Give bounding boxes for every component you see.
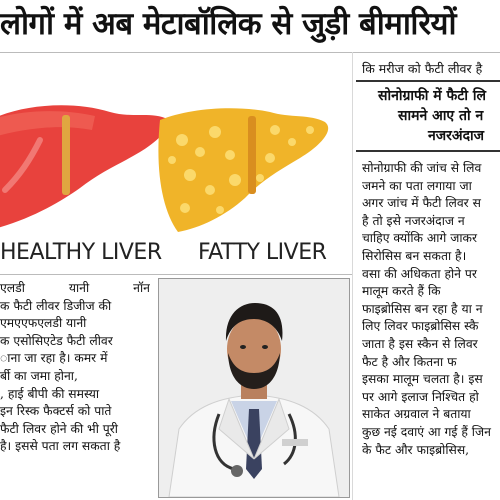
- healthy-liver-shape: [0, 105, 168, 230]
- left-article-text: [0, 280, 150, 456]
- fatty-liver-label: FATTY LIVER: [198, 240, 327, 265]
- text-line: चाहिए क्योंकि आगे जाकर: [362, 231, 478, 246]
- text-line: जमने का पता लगाया जा: [362, 178, 472, 193]
- text-line: कुछ नई दवाएं आ गई हैं जिन: [362, 424, 491, 439]
- headline: लोगों में अब मेटाबॉलिक से जुड़ी बीमारियों: [0, 6, 457, 42]
- text-line: सिरोसिस बन सकता है।: [362, 248, 467, 263]
- subhead-bottom-rule: [356, 150, 500, 152]
- text-line: के फैट और फाइब्रोसिस,: [362, 442, 470, 457]
- subheadline: [358, 86, 500, 146]
- healthy-liver-label: HEALTHY LIVER: [0, 240, 162, 265]
- text-line: इन रिस्क फैक्टर्स को पाते: [0, 404, 112, 419]
- text-line: एमएएफएलडी यानी: [0, 316, 87, 331]
- text-line: है तो इसे नजरअंदाज न: [362, 213, 465, 228]
- subhead-top-rule: [356, 80, 500, 82]
- text-line: इसका मालूम चलता है। इस: [362, 372, 483, 387]
- text-line: फैटी लिवर होने की भी पूरी: [0, 421, 118, 436]
- text-line: वसा की अधिकता होने पर: [362, 266, 477, 281]
- text-line: ाना जा रहा है। कमर में: [0, 351, 108, 366]
- text-line: पर आगे इलाज निश्चित हो: [362, 389, 479, 404]
- text-line: र्बी का जमा होना,: [0, 368, 78, 383]
- text-line: मालूम करते हैं कि: [362, 284, 441, 299]
- text-line: लिए लिवर फाइब्रोसिस स्कै: [362, 319, 479, 334]
- text-line: अगर जांच में फैटी लिवर स: [362, 196, 481, 211]
- subhead-line: नजरअंदाज: [428, 128, 485, 144]
- column-divider: [352, 52, 353, 500]
- subhead-line: सामने आए तो न: [398, 108, 484, 124]
- text-line: जाता है इस स्कैन से लिवर: [362, 336, 478, 351]
- fatty-liver-shape: [158, 108, 328, 232]
- right-top-line: कि मरीज को फैटी लीवर है: [362, 61, 483, 76]
- text-line: एलडी यानी नॉन: [0, 281, 150, 295]
- liver-illustration: [0, 60, 345, 270]
- top-rule: [0, 52, 500, 53]
- text-line: क फैटी लीवर डिजीज की: [0, 298, 112, 313]
- doctor-portrait-image: [159, 279, 349, 497]
- doctor-photo: [158, 278, 350, 498]
- subhead-line: सोनोग्राफी में फैटी लि: [378, 88, 487, 104]
- text-line: , हाई बीपी की समस्या: [0, 386, 100, 401]
- text-line: क एसोसिएटेड फैटी लीवर: [0, 333, 113, 348]
- text-line: फैट है और कितना फ: [362, 354, 457, 369]
- text-line: फाइब्रोसिस बन रहा है या न: [362, 301, 483, 316]
- text-line: है। इससे पता लग सकता है: [0, 439, 121, 454]
- text-line: साकेत अग्रवाल ने बताया: [362, 407, 471, 422]
- section-divider: [0, 274, 352, 275]
- right-article-text: [362, 160, 500, 459]
- liver-comparison-graphic: [0, 60, 345, 270]
- text-line: सोनोग्राफी की जांच से लिव: [362, 161, 482, 175]
